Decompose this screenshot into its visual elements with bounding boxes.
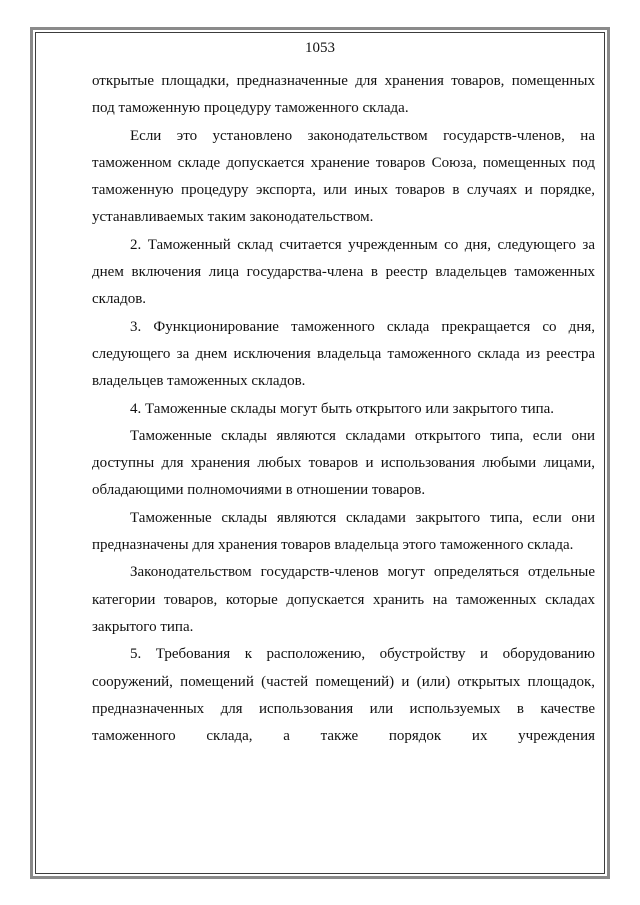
paragraph-6: Таможенные склады являются складами открытого типа, если они доступны для хранения любых товаров и использования любыми лицами, обладающими полномочиями в отношении товаров. (92, 427, 595, 499)
paragraph-9: 5. Требования к расположению, обустройству и оборудованию сооружений, помещений (частей помещений) и (или) открытых площадок, предназначенных для использования или используемых в качестве таможенного склада, а также порядок их учреждения (92, 646, 595, 745)
paragraph-7: Таможенные склады являются складами закрытого типа, если они предназначены для хранения товаров владельца этого таможенного склада. (92, 509, 595, 554)
paragraph-2: Если это установлено законодательством государств-членов, на таможенном складе допускается хранение товаров Союза, помещенных под таможенную процедуру экспорта, или иных товаров в случаях и порядке, устанавливаемых таким законодательством. (92, 127, 595, 226)
document-body (92, 68, 595, 750)
paragraph-5: 4. Таможенные склады могут быть открытого или закрытого типа. (130, 400, 555, 417)
paragraph-1: открытые площадки, предназначенные для хранения товаров, помещенных под таможенную процедуру таможенного склада. (92, 73, 595, 117)
paragraph-4: 3. Функционирование таможенного склада прекращается со дня, следующего за днем исключения владельца таможенного склада из реестра владельцев таможенных складов. (92, 318, 595, 390)
paragraph-8: Законодательством государств-членов могут определяться отдельные категории товаров, которые допускается хранить на таможенных складах закрытого типа. (92, 564, 595, 635)
paragraph-3: 2. Таможенный склад считается учрежденным со дня, следующего за днем включения лица государства-члена в реестр владельцев таможенных складов. (92, 236, 595, 308)
page-number: 1053 (305, 40, 335, 56)
